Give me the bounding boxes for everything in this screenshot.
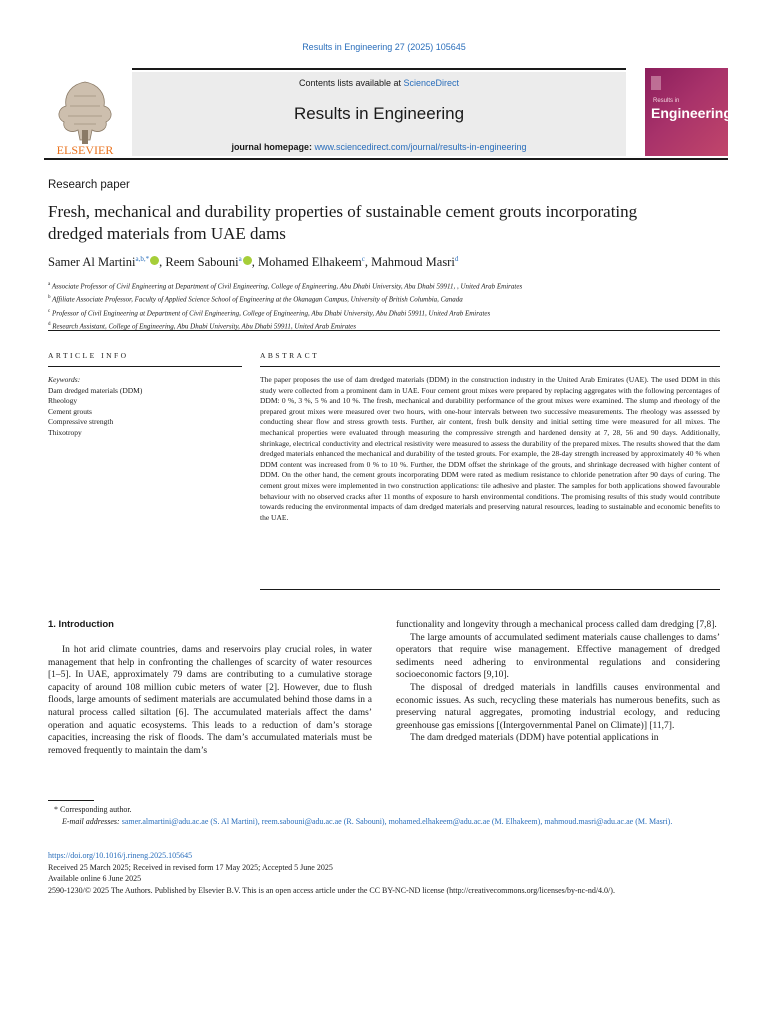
keyword-item: Compressive strength: [48, 417, 114, 426]
body-paragraph: functionality and longevity through a mechanical process called dam dredging [7,8].: [396, 620, 717, 630]
author-affiliation-mark[interactable]: a,b,*: [135, 255, 150, 263]
email-label: E-mail addresses:: [62, 817, 120, 826]
orcid-icon[interactable]: [243, 256, 252, 265]
divider: [48, 330, 720, 331]
author-affiliation-mark[interactable]: a: [238, 255, 242, 263]
homepage-label: journal homepage:: [231, 142, 312, 152]
publication-info: [48, 850, 720, 896]
keyword-item: Dam dredged materials (DDM): [48, 385, 143, 395]
author-name[interactable]: Samer Al Martini: [48, 255, 136, 270]
footnotes: [48, 804, 720, 828]
divider: [260, 366, 720, 367]
body-paragraph: The disposal of dredged materials in landfills causes environmental and economic issues. As such, recycling these materials has numerous benefits, such as preserving natural aggregates, promoting industrial ecology, and reducing greenhouse gas emissions [(Intergovernmental Panel on Climate)] [11,7].: [396, 682, 720, 731]
author-name[interactable]: Mahmoud Masri: [371, 255, 455, 270]
contents-prefix: Contents lists available at: [298, 78, 404, 88]
header-rule-bottom: [44, 158, 728, 160]
abstract-text: The paper proposes the use of dam dredged materials (DDM) in the construction industry in the United Arab Emirates (UAE). The used DDM in this study were collected from a prominent dam in UAE. Four cement grout mixes were prepared by replacing aggregates with the following percentages of DDM: 0 %, 3 %, 5 % and 10 %. The fresh, mechanical and durability performance of the grout mixes were examined. The slump and rheology of the prepared grout mixes were measured over two hours, with one-hour intervals between two successive measurements. The rheology was assessed by conducting shear flow and stress growth tests. Further, air content, fresh bulk density and initial setting time were measured for all mixes. The mechanical properties were evaluated through measuring the compressive strength and hardened density at 7, 28, 56 and 90 days. Additionally, shrinkage, electrical conductivity and electrical resistivity were measured to assess the durability of the prepared mixes. The results showed that the dam dredged materials enhanced the mechanical and durability of the tested grouts. For example, the 28-day strength increased by approximately 40 % when DDM content was increased from 0 % to 10 %. Further, the DDM offset the shrinkage of the grouts, and shrinkage decreased with higher content of DDM. On the other hand, the cement grouts incorporating DDM were rated as medium resistance to chloride penetration after 90 days of curing. The cement grout mixes were implemented in two construction applications: tile adhesive and plaster. The samples for both applications showed favourable behaviour with no observed cracks after 11 months of exposure to harsh environmental conditions. The promising results of this study would contribute towards reducing the environmental impacts of dam dredged materials and preserving natural resources, leading to sustainable and economic benefits to the UAE.: [260, 375, 720, 522]
author-affiliation-mark[interactable]: d: [454, 255, 459, 263]
email-line: [48, 816, 720, 828]
affiliation-text: Research Assistant, College of Engineering, Abu Dhabi University, Abu Dhabi 59911, United Arab Emirates: [52, 322, 357, 331]
divider: [48, 366, 242, 367]
email-links[interactable]: samer.almartini@adu.ac.ae (S. Al Martini), reem.sabouni@adu.ac.ae (R. Sabouni), mohamed.elhakeem@adu.ac.ae (M. Elhakeem), mahmoud.masri@adu.ac.ae (M. Masri).: [121, 817, 673, 826]
journal-cover[interactable]: [645, 68, 732, 156]
header-rule-top: [132, 68, 626, 70]
homepage-link[interactable]: www.sciencedirect.com/journal/results-in-engineering: [314, 142, 527, 152]
journal-name: Results in Engineering: [293, 104, 465, 123]
author-affiliation-mark[interactable]: c: [361, 255, 365, 263]
journal-citation[interactable]: Results in Engineering 27 (2025) 105645: [302, 42, 466, 52]
affiliation-mark: d: [48, 321, 51, 327]
body-column-right: [396, 619, 720, 745]
keyword-item: Cement grouts: [48, 406, 92, 416]
body-column-left: [48, 644, 372, 757]
keyword-list: [48, 386, 242, 439]
article-info-heading: ARTICLE INFO: [48, 351, 129, 360]
affiliation-text: Professor of Civil Engineering at Department of Civil Engineering, College of Engineering, Abu Dhabi University, Abu Dhabi 59911, United Arab Emirates: [51, 308, 491, 317]
available-online: Available online 6 June 2025: [48, 874, 142, 883]
body-paragraph: The large amounts of accumulated sediment materials cause challenges to dams’ operators that require wise management. Effective management of dredged sediments need adhering to environmental regulations and considering socioeconomic factors [9,10].: [396, 632, 720, 681]
cover-logo-icon: [651, 76, 661, 90]
affiliation-list: [48, 279, 728, 332]
author-name[interactable]: Mohamed Elhakeem: [257, 255, 362, 270]
article-title: Fresh, mechanical and durability properties of sustainable cement grouts incorporating dredged materials from UAE dams: [48, 202, 638, 243]
keyword-item: Rheology: [48, 396, 78, 405]
corresponding-note: * Corresponding author.: [54, 805, 132, 814]
author-list: Samer Al Martini$^{a,b,*}$ , Reem Sabouni$^a$ , Mohamed Elhakeem$^c$, Mahmoud Masri$^d$: [48, 255, 459, 270]
affiliation-mark: c: [48, 308, 51, 314]
affiliation-mark: b: [48, 295, 51, 301]
orcid-icon[interactable]: [150, 256, 159, 265]
affiliation-text: Affiliate Associate Professor, Faculty of Applied Science School of Engineering at the Okanagan Campus, University of British Columbia, Canada: [52, 295, 463, 304]
doi-link[interactable]: https://doi.org/10.1016/j.rineng.2025.105645: [48, 851, 193, 860]
keyword-item: Thixotropy: [48, 427, 82, 437]
license-text: 2590-1230/© 2025 The Authors. Published by Elsevier B.V. This is an open access article under the CC BY-NC-ND license (http://creativecommons.org/licenses/by-nc-nd/4.0/).: [48, 885, 615, 895]
body-paragraph: The dam dredged materials (DDM) have potential applications in: [410, 733, 659, 744]
elsevier-logo[interactable]: [44, 74, 126, 156]
affiliation-text: Associate Professor of Civil Engineering at Department of Civil Engineering, College of Engineering, Abu Dhabi University, Abu Dhabi 59911, , United Arab Emirates: [51, 282, 523, 291]
affiliation-item: [48, 306, 728, 319]
cover-title: Engineering: [651, 105, 732, 121]
contents-line: [132, 78, 626, 88]
cover-subtitle: Results in: [653, 98, 680, 104]
journal-banner: [132, 72, 626, 156]
keywords-block: [48, 375, 242, 438]
author-name[interactable]: Reem Sabouni: [165, 255, 239, 270]
footnote-rule: [48, 800, 94, 801]
keywords-label: Keywords:: [48, 375, 81, 384]
affiliation-mark: a: [48, 282, 51, 287]
section-heading: 1. Introduction: [48, 619, 114, 630]
body-paragraph: In hot arid climate countries, dams and reservoirs play crucial roles, in water management that help in confronting the challenges of scarcity of water resources [1–5]. In UAE, approximately 79 dams are contributing to a cumulative storage capacity of around 108 million cubic meters of water [2]. However, due to flush floods, large amounts of sediment materials are accumulated behind those dams in a natural process called siltation [6]. The accumulated materials affect the dams’ operation and aquatic ecosystems. This leads to a reduction of dam’s storage capacities, increasing the risk of floods. The dam’s accumulated materials must be removed frequently to maintain the dam’s: [48, 645, 372, 756]
abstract-heading: ABSTRACT: [260, 351, 320, 360]
affiliation-item: [48, 279, 728, 292]
homepage-line: [132, 142, 626, 152]
divider: [260, 589, 720, 590]
received-dates: Received 25 March 2025; Received in revised form 17 May 2025; Accepted 5 June 2025: [48, 862, 333, 872]
elsevier-wordmark: ELSEVIER: [56, 143, 114, 156]
affiliation-item: [48, 292, 728, 305]
sciencedirect-link[interactable]: ScienceDirect: [403, 78, 460, 88]
article-type: Research paper: [48, 179, 130, 191]
journal-header: [44, 68, 732, 160]
